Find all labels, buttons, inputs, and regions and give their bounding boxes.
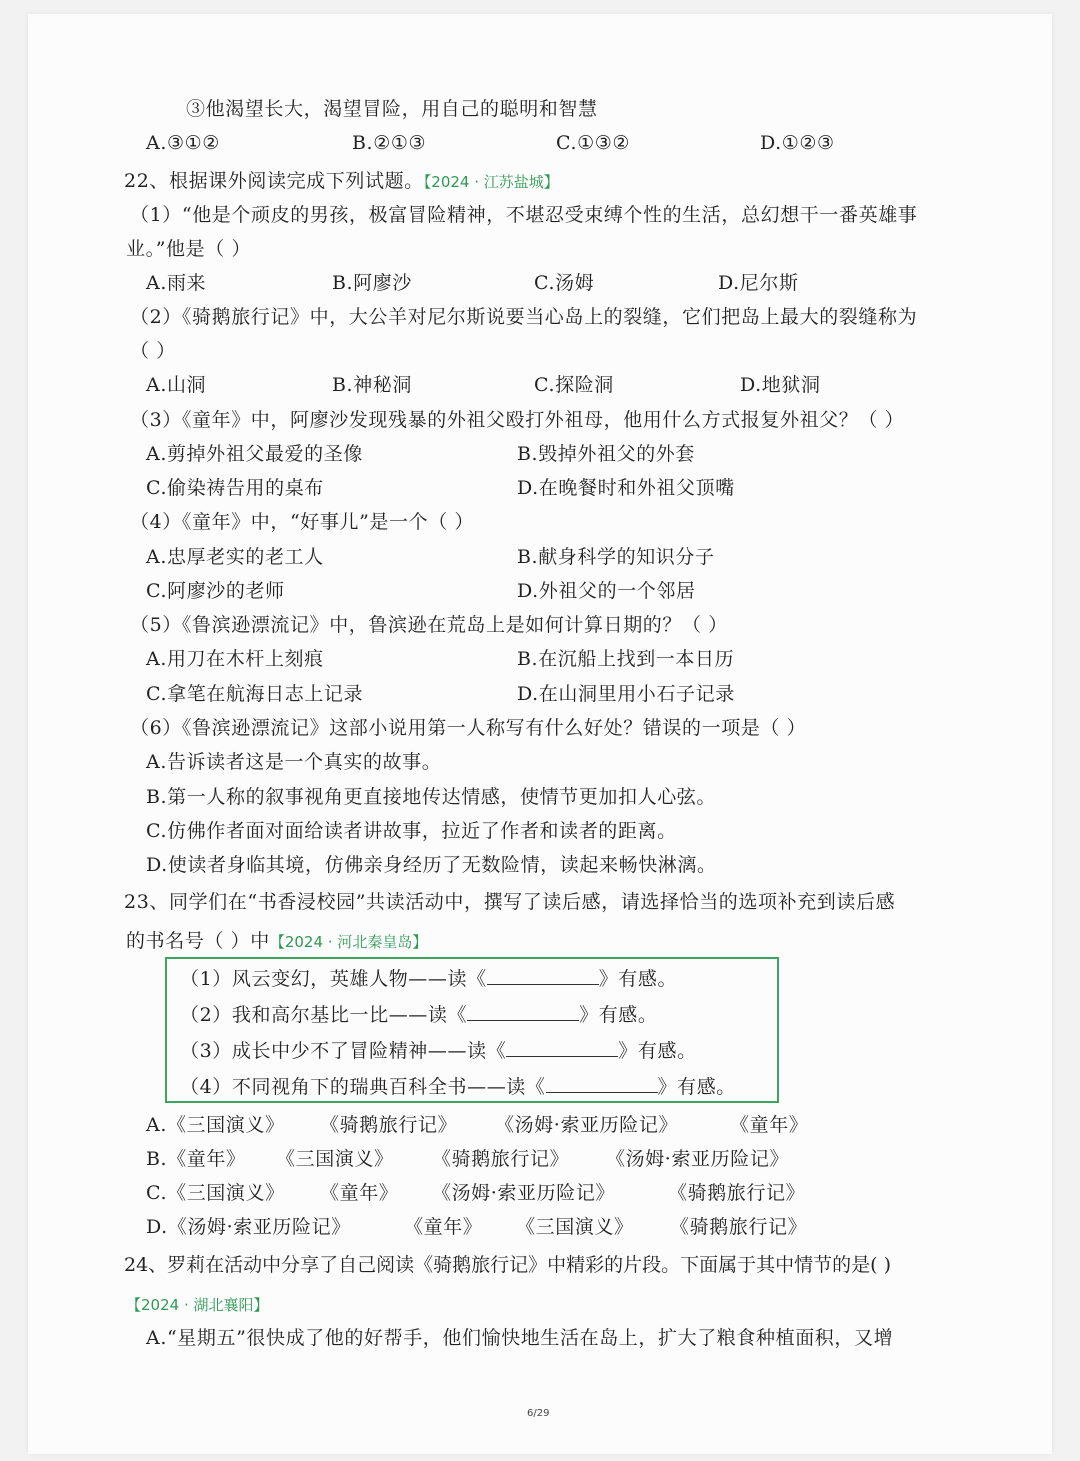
q21-option-b: B.②①③ (352, 132, 427, 154)
q22-5-option-c: C.拿笔在航海日志上记录 (146, 683, 364, 705)
q24-option-a: A.“星期五”很快成了他的好帮手，他们愉快地生活在岛上，扩大了粮食种植面积，又增 (146, 1327, 894, 1349)
q23-option-b-3: 《骑鹅旅行记》 (432, 1148, 570, 1170)
fill-4-blank[interactable] (546, 1074, 658, 1093)
q21-option-c: C.①③② (556, 132, 630, 154)
q22-4-option-b: B.献身科学的知识分子 (517, 546, 715, 568)
q22-6-option-b: B.第一人称的叙事视角更直接地传达情感，使情节更加扣人心弦。 (146, 786, 717, 808)
q22-3-stem: （3）《童年》中，阿廖沙发现残暴的外祖父殴打外祖母，他用什么方式报复外祖父？（ ） (130, 409, 905, 431)
q22-2-option-a: A.山洞 (146, 374, 207, 396)
q22-1-option-d: D.尼尔斯 (718, 272, 799, 294)
q22-1-option-b: B.阿廖沙 (332, 272, 413, 294)
q22-2-option-d: D.地狱洞 (740, 374, 821, 396)
q23-option-b-2: 《三国演义》 (276, 1148, 394, 1170)
q22-4-option-d: D.外祖父的一个邻居 (517, 580, 696, 602)
fill-2-post: 》有感。 (579, 1004, 658, 1026)
q23-option-d-4: 《骑鹅旅行记》 (670, 1216, 808, 1238)
q23-stem: 23、同学们在“书香浸校园”共读活动中，撰写了读后感，请选择恰当的选项补充到读后感 (124, 891, 896, 913)
q23-option-c-1: C.《三国演义》 (146, 1182, 285, 1204)
q22-4-stem: （4）《童年》中，“好事儿”是一个（ ） (130, 511, 475, 533)
q22-1-stem-cont: 业。”他是（ ） (126, 238, 252, 260)
q22-5-option-d: D.在山洞里用小石子记录 (517, 683, 735, 705)
q23-fill-line-1 (180, 966, 677, 992)
q22-1-option-c: C.汤姆 (534, 272, 595, 294)
q23-option-d-2: 《童年》 (404, 1216, 483, 1238)
q22-2-stem-cont: （ ） (130, 340, 176, 362)
fill-4-post: 》有感。 (657, 1076, 736, 1098)
fill-1-post: 》有感。 (598, 968, 678, 990)
q23-fill-line-4 (180, 1074, 736, 1100)
q23-option-b-4: 《汤姆·索亚历险记》 (606, 1148, 790, 1170)
q23-option-b-1: B.《童年》 (146, 1148, 246, 1170)
q22-title: 22、根据课外阅读完成下列试题。 (124, 170, 424, 192)
q23-option-c-2: 《童年》 (320, 1182, 399, 1204)
q22-4-option-a: A.忠厚老实的老工人 (146, 546, 324, 568)
q22-2-option-c: C.探险洞 (534, 374, 614, 396)
q23-option-a-4: 《童年》 (730, 1114, 809, 1136)
q22-5-option-a: A.用刀在木杆上刻痕 (146, 648, 324, 670)
q22-1-stem: （1）“他是个顽皮的男孩，极富冒险精神，不堪忍受束缚个性的生活，总幻想干一番英雄事 (130, 204, 918, 226)
fill-3-post: 》有感。 (618, 1040, 697, 1062)
q23-source-tag: 【2024 · 河北秦皇岛】 (269, 933, 428, 951)
q21-statement-3: ③他渴望长大，渴望冒险，用自己的聪明和智慧 (186, 98, 598, 120)
q23-option-d-1: D.《汤姆·索亚历险记》 (146, 1216, 351, 1238)
q23-option-a-3: 《汤姆·索亚历险记》 (495, 1114, 679, 1136)
q22-6-option-a: A.告诉读者这是一个真实的故事。 (146, 751, 442, 773)
q22-6-option-c: C.仿佛作者面对面给读者讲故事，拉近了作者和读者的距离。 (146, 820, 677, 842)
fill-3-pre: （3）成长中少不了冒险精神——读《 (180, 1040, 507, 1062)
q22-4-option-c: C.阿廖沙的老师 (146, 580, 285, 602)
fill-1-pre: （1）风云变幻，英雄人物——读《 (180, 968, 487, 990)
q22-3-option-b: B.毁掉外祖父的外套 (517, 443, 696, 465)
q23-option-d-3: 《三国演义》 (516, 1216, 634, 1238)
q22-6-option-d: D.使读者身临其境，仿佛亲身经历了无数险情，读起来畅快淋漓。 (146, 854, 717, 876)
q24-stem: 24、罗莉在活动中分享了自己阅读《骑鹅旅行记》中精彩的片段。下面属于其中情节的是( ) (124, 1254, 892, 1276)
q23-fill-line-2 (180, 1002, 658, 1028)
q22-5-option-b: B.在沉船上找到一本日历 (517, 648, 735, 670)
q22-1-option-a: A.雨来 (146, 272, 207, 294)
q23-stem-cont (126, 928, 427, 955)
q22-heading (124, 168, 559, 195)
q23-option-c-3: 《汤姆·索亚历险记》 (432, 1182, 616, 1204)
q22-source-tag: 【2024 · 江苏盐城】 (423, 173, 559, 191)
q24-source-tag: 【2024 · 湖北襄阳】 (126, 1296, 269, 1314)
q23-option-a-2: 《骑鹅旅行记》 (320, 1114, 458, 1136)
q22-3-option-d: D.在晚餐时和外祖父顶嘴 (517, 477, 735, 499)
fill-1-blank[interactable] (487, 966, 599, 985)
q22-6-stem: （6）《鲁滨逊漂流记》这部小说用第一人称写有什么好处？错误的一项是（ ） (130, 717, 807, 739)
q23-option-c-4: 《骑鹅旅行记》 (668, 1182, 806, 1204)
fill-2-pre: （2）我和高尔基比一比——读《 (180, 1004, 468, 1026)
q22-2-option-b: B.神秘洞 (332, 374, 413, 396)
q23-stem-text: 的书名号（ ）中 (126, 930, 270, 952)
q22-2-stem: （2）《骑鹅旅行记》中，大公羊对尼尔斯说要当心岛上的裂缝，它们把岛上最大的裂缝称为 (130, 306, 918, 328)
page-number: 6/29 (527, 1408, 550, 1419)
q21-option-d: D.①②③ (760, 132, 835, 154)
q22-5-stem: （5）《鲁滨逊漂流记》中，鲁滨逊在荒岛上是如何计算日期的？（ ） (130, 614, 728, 636)
q22-3-option-c: C.偷染祷告用的桌布 (146, 477, 324, 499)
fill-4-pre: （4）不同视角下的瑞典百科全书——读《 (180, 1076, 546, 1098)
q23-option-a-1: A.《三国演义》 (146, 1114, 285, 1136)
fill-3-blank[interactable] (506, 1038, 618, 1057)
fill-2-blank[interactable] (467, 1002, 579, 1021)
q21-option-a: A.③①② (146, 132, 220, 154)
q22-3-option-a: A.剪掉外祖父最爱的圣像 (146, 443, 363, 465)
q23-fill-line-3 (180, 1038, 697, 1064)
